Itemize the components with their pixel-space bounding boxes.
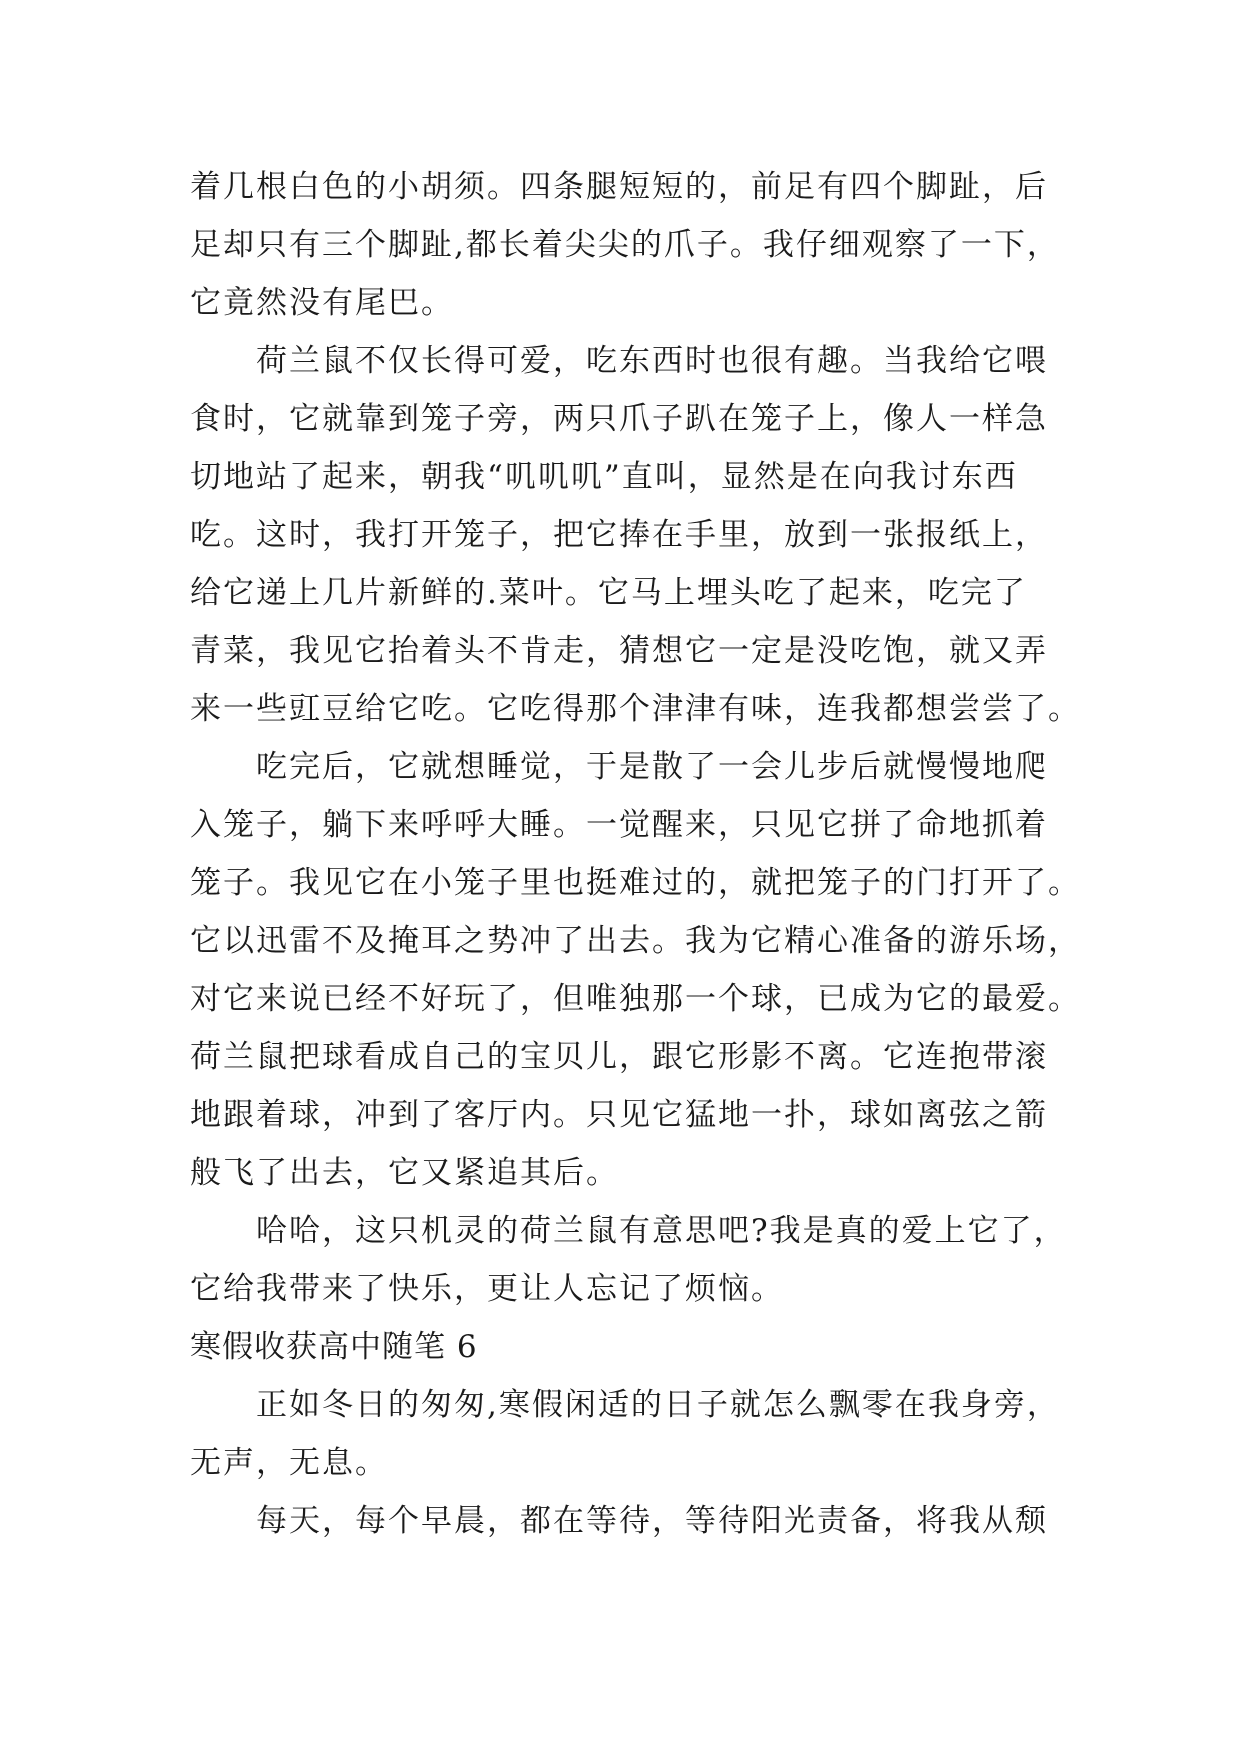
text-line: 哈哈，这只机灵的荷兰鼠有意思吧?我是真的爱上它了， <box>256 1213 1067 1249</box>
text-line: 吃。这时，我打开笼子，把它捧在手里，放到一张报纸上， <box>190 517 1048 553</box>
text-line: 足却只有三个脚趾,都长着尖尖的爪子。我仔细观察了一下， <box>190 227 1060 263</box>
text-line: 给它递上几片新鲜的.菜叶。它马上埋头吃了起来，吃完了 <box>190 575 1027 611</box>
text-line: 入笼子，躺下来呼呼大睡。一觉醒来，只见它拼了命地抓着 <box>190 807 1048 843</box>
text-line: 食时，它就靠到笼子旁，两只爪子趴在笼子上，像人一样急 <box>190 401 1048 437</box>
text-line: 无声，无息。 <box>190 1445 388 1481</box>
text-line: 切地站了起来，朝我“叽叽叽”直叫，显然是在向我讨东西 <box>190 459 1018 495</box>
text-line: 吃完后，它就想睡觉，于是散了一会儿步后就慢慢地爬 <box>256 749 1048 785</box>
text-line: 它以迅雷不及掩耳之势冲了出去。我为它精心准备的游乐场， <box>190 923 1081 959</box>
text-line: 青菜，我见它抬着头不肯走，猜想它一定是没吃饱，就又弄 <box>190 633 1048 669</box>
text-line: 每天，每个早晨，都在等待，等待阳光责备，将我从颓 <box>256 1503 1048 1539</box>
text-line: 正如冬日的匆匆,寒假闲适的日子就怎么飘零在我身旁， <box>256 1387 1060 1423</box>
text-line: 荷兰鼠把球看成自己的宝贝儿，跟它形影不离。它连抱带滚 <box>190 1039 1048 1075</box>
document-body <box>190 158 1081 1550</box>
section-heading: 寒假收获高中随笔 6 <box>190 1329 478 1365</box>
text-line: 来一些豇豆给它吃。它吃得那个津津有味，连我都想尝尝了。 <box>190 691 1081 727</box>
text-line: 笼子。我见它在小笼子里也挺难过的，就把笼子的门打开了。 <box>190 865 1081 901</box>
text-line: 它给我带来了快乐，更让人忘记了烦恼。 <box>190 1271 784 1307</box>
text-line: 着几根白色的小胡须。四条腿短短的，前足有四个脚趾，后 <box>190 169 1048 205</box>
text-line: 地跟着球，冲到了客厅内。只见它猛地一扑，球如离弦之箭 <box>190 1097 1048 1133</box>
text-line: 荷兰鼠不仅长得可爱，吃东西时也很有趣。当我给它喂 <box>256 343 1048 379</box>
text-line: 它竟然没有尾巴。 <box>190 285 454 321</box>
text-line: 般飞了出去，它又紧追其后。 <box>190 1155 619 1191</box>
text-line: 对它来说已经不好玩了，但唯独那一个球，已成为它的最爱。 <box>190 981 1081 1017</box>
